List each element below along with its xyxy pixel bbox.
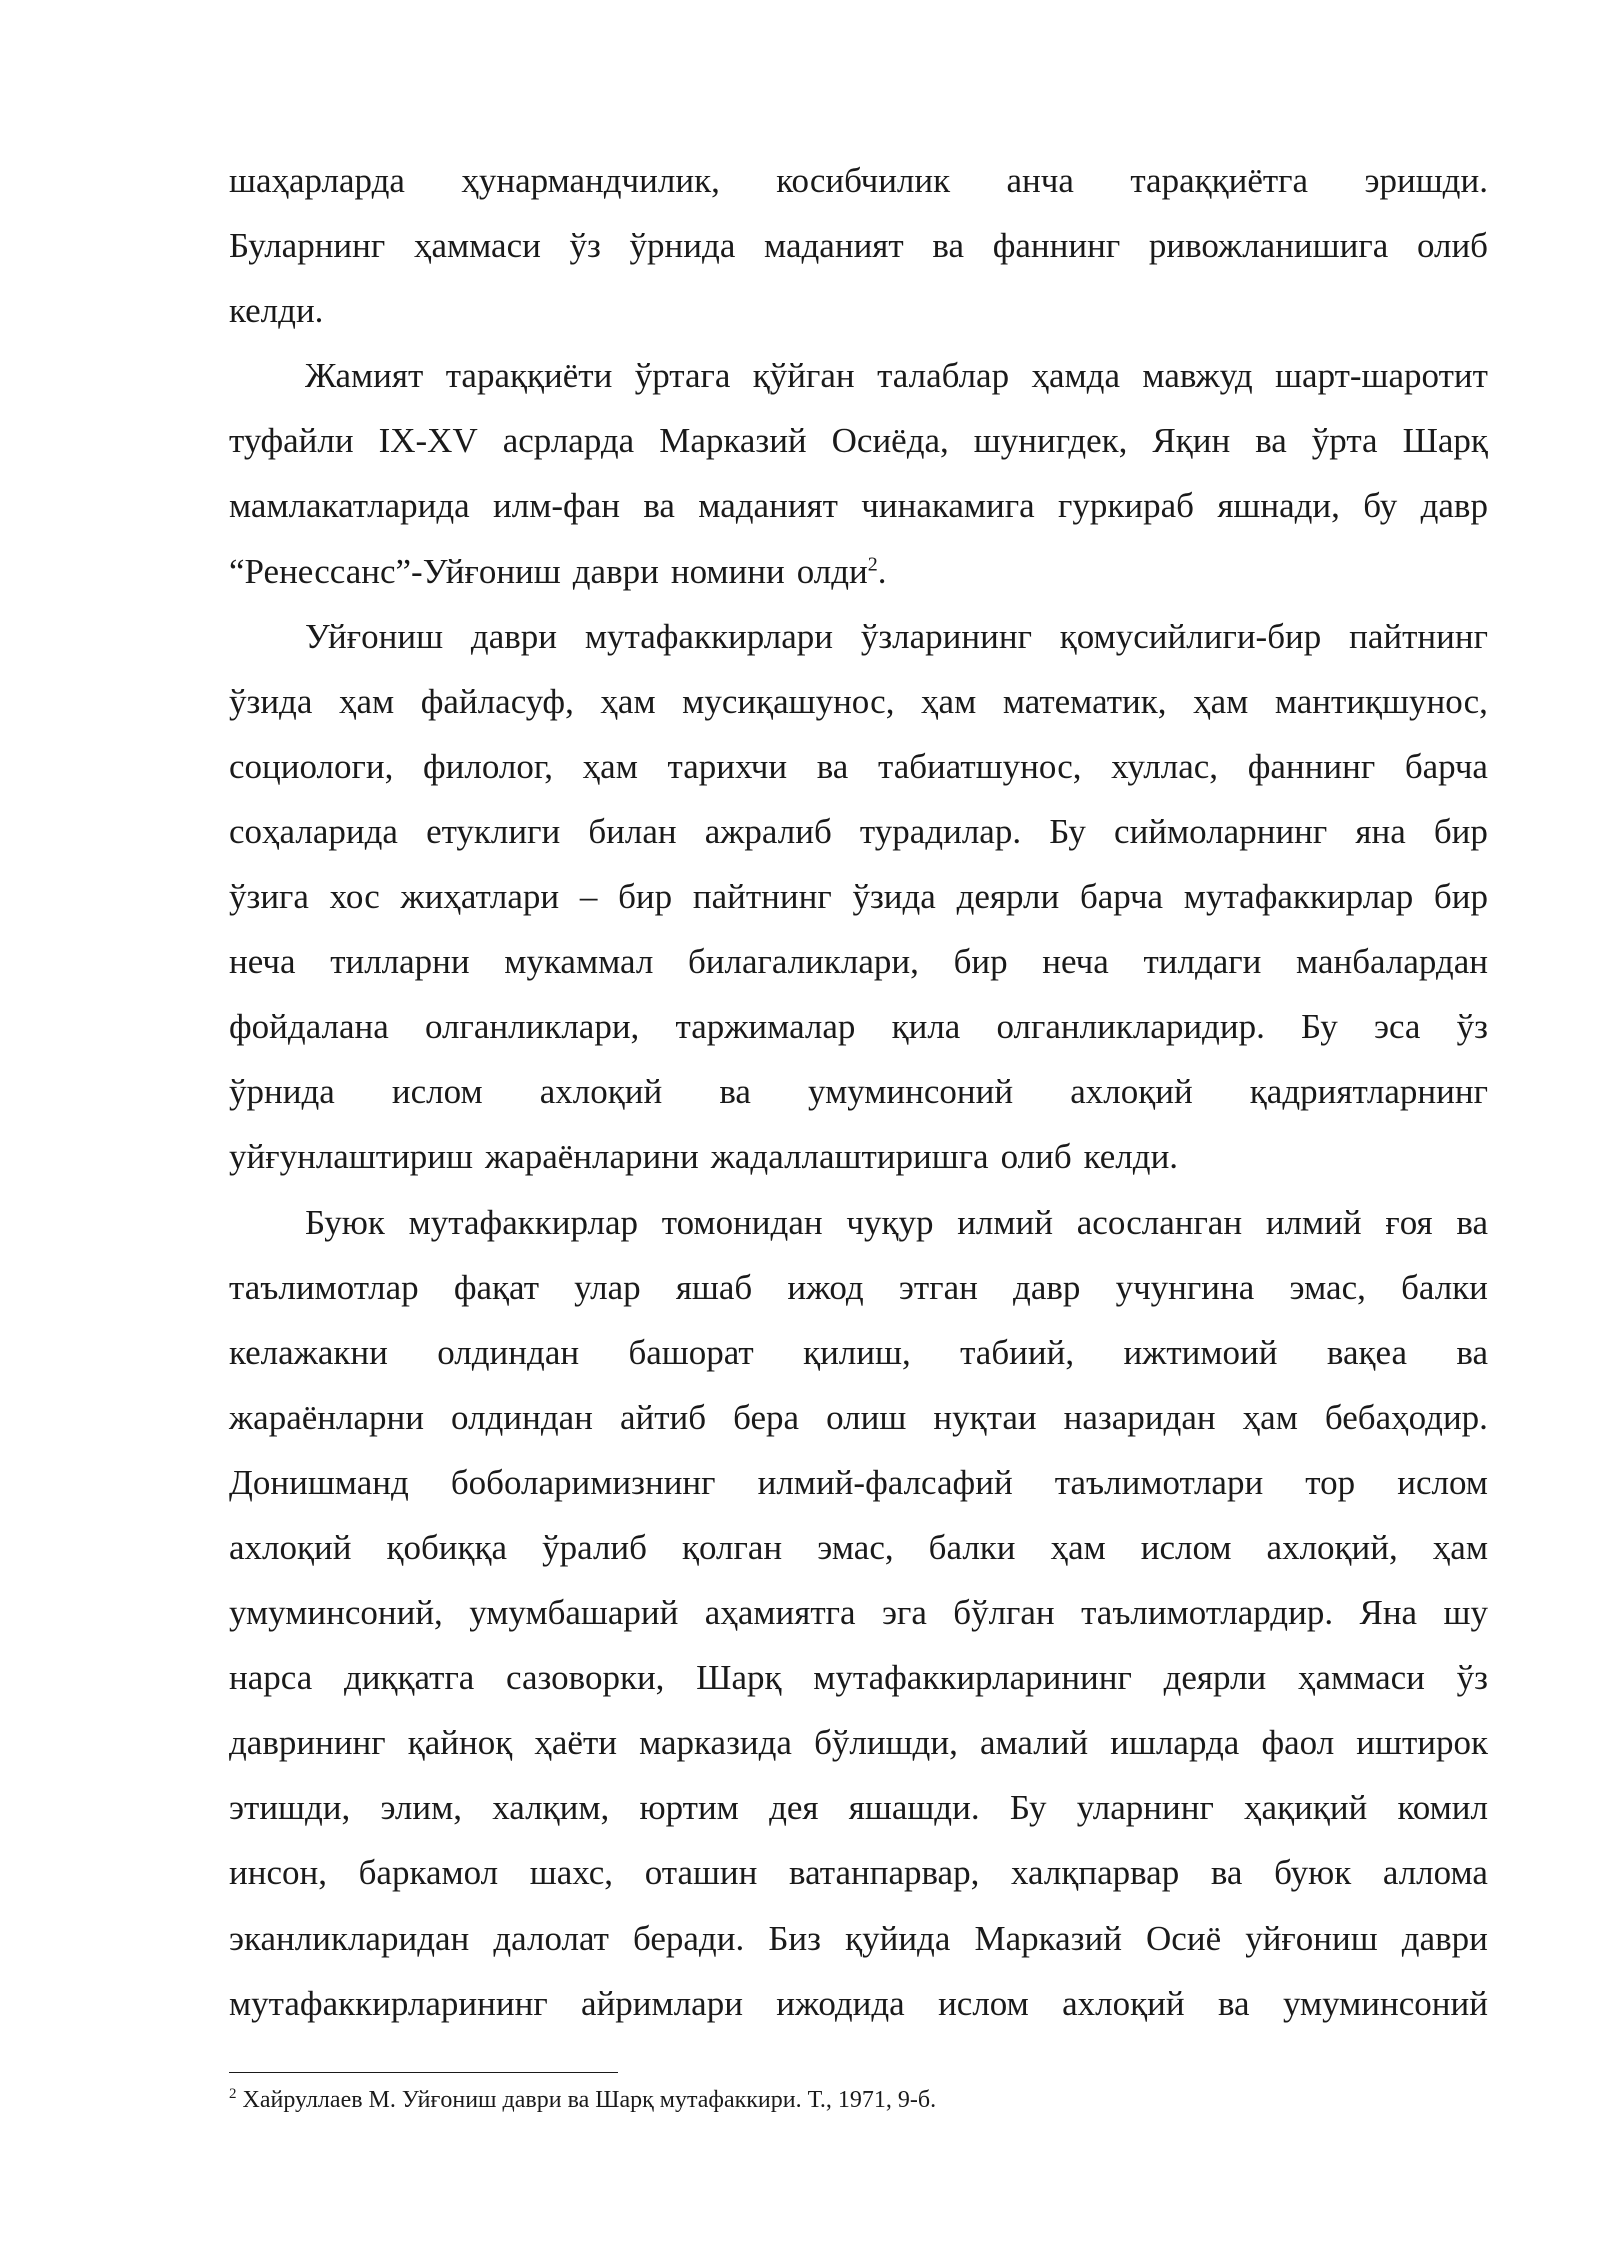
word: номини bbox=[670, 551, 785, 591]
text-line bbox=[229, 1710, 1488, 1775]
word: хос bbox=[329, 877, 380, 917]
text-line bbox=[229, 799, 1488, 864]
body-text bbox=[229, 148, 1488, 2036]
word: ижод bbox=[787, 1267, 864, 1307]
word: ҳунармандчилик, bbox=[461, 161, 720, 200]
word: фаол bbox=[1261, 1723, 1335, 1763]
word: ахлоқий bbox=[539, 1072, 663, 1112]
word: комил bbox=[1397, 1788, 1488, 1828]
word: манбалардан bbox=[1296, 942, 1488, 982]
word: юртим bbox=[639, 1788, 739, 1828]
word: ва bbox=[932, 226, 964, 266]
word: барча bbox=[1079, 877, 1164, 917]
word: ғоя bbox=[1385, 1202, 1433, 1242]
word: амалий bbox=[979, 1723, 1089, 1763]
word: балки bbox=[928, 1527, 1016, 1567]
word: ҳамда bbox=[1031, 356, 1121, 396]
paragraph bbox=[229, 343, 1488, 603]
word: ислом bbox=[1397, 1462, 1488, 1502]
word: Осиё bbox=[1146, 1918, 1222, 1958]
paragraph bbox=[229, 1190, 1488, 2036]
word: бўлишди, bbox=[814, 1723, 958, 1763]
word: деярли bbox=[956, 877, 1060, 917]
word: олиб bbox=[1000, 1137, 1072, 1177]
text-line bbox=[229, 864, 1488, 929]
word: ҳам bbox=[1050, 1527, 1106, 1567]
footnote-separator bbox=[229, 2072, 618, 2073]
word: мамлакатларида bbox=[229, 486, 470, 526]
word: ва bbox=[643, 486, 675, 526]
word: “Ренессанс”-Уйғониш bbox=[229, 551, 561, 591]
word: уйғониш bbox=[1245, 1918, 1378, 1958]
word: неча bbox=[1042, 942, 1109, 982]
word: боболаримизнинг bbox=[450, 1462, 716, 1502]
word: қуйида bbox=[845, 1918, 951, 1958]
word: асрларда bbox=[502, 421, 635, 461]
word: олдиндан bbox=[451, 1397, 593, 1437]
word: турадилар. bbox=[859, 811, 1022, 851]
word: ўз bbox=[1456, 1007, 1488, 1047]
word: ўзларининг bbox=[860, 616, 1032, 656]
word: гуркираб bbox=[1058, 486, 1194, 526]
word: шахс, bbox=[529, 1853, 614, 1893]
word: умуминсоний, bbox=[229, 1593, 443, 1633]
word: марказида bbox=[639, 1723, 792, 1763]
word: ҳам bbox=[921, 681, 977, 721]
word: Шарқ bbox=[696, 1658, 782, 1698]
word: IX-XV bbox=[378, 421, 478, 461]
word: умуминсоний bbox=[1282, 1983, 1488, 2023]
word: келажакни bbox=[229, 1332, 388, 1372]
word: ҳам bbox=[338, 681, 395, 721]
word: бир bbox=[953, 942, 1008, 982]
word: қила bbox=[891, 1007, 961, 1047]
word: ислом bbox=[391, 1072, 483, 1112]
word: фаннинг bbox=[1247, 746, 1376, 786]
word: эмас, bbox=[817, 1527, 894, 1567]
paragraph bbox=[229, 148, 1488, 343]
word: мавжуд bbox=[1142, 356, 1253, 396]
word: ахлоқий bbox=[1062, 1983, 1185, 2023]
word: томонидан bbox=[661, 1202, 823, 1242]
word: эмас, bbox=[1289, 1267, 1366, 1307]
word: шунигдек, bbox=[973, 421, 1128, 461]
word: ҳаммаси bbox=[1297, 1658, 1425, 1698]
word: келди. bbox=[229, 291, 324, 331]
word: вақеа bbox=[1326, 1332, 1408, 1372]
word: ўзига bbox=[229, 877, 309, 917]
word: – bbox=[579, 877, 598, 917]
word: халқпарвар bbox=[1010, 1853, 1180, 1893]
word: маданият bbox=[764, 226, 904, 266]
word: қадриятларнинг bbox=[1249, 1072, 1488, 1112]
word: мусиқашунос, bbox=[682, 681, 895, 721]
word: барча bbox=[1404, 746, 1488, 786]
word: шу bbox=[1443, 1593, 1488, 1633]
word: етуклиги bbox=[426, 811, 561, 851]
word: мутафаккирлар bbox=[1183, 877, 1414, 917]
word: пайтнинг bbox=[692, 877, 832, 917]
word: ҳақиқий bbox=[1244, 1788, 1368, 1828]
word: Бу bbox=[1049, 811, 1086, 851]
word: филолог, bbox=[422, 746, 554, 786]
word: этишди, bbox=[229, 1788, 351, 1828]
word: мутафаккирлари bbox=[584, 616, 833, 656]
text-line bbox=[229, 1124, 1488, 1189]
word: қобиққа bbox=[386, 1527, 508, 1567]
word: айримлари bbox=[581, 1983, 743, 2023]
word: маданият bbox=[698, 486, 838, 526]
word: сиймоларнинг bbox=[1114, 811, 1328, 851]
word: яшаб bbox=[675, 1267, 753, 1307]
word: анча bbox=[1006, 161, 1074, 200]
word: назаридан bbox=[1063, 1397, 1216, 1437]
text-line bbox=[229, 604, 1488, 669]
word: Шарқ bbox=[1402, 421, 1488, 461]
word: тараққиёти bbox=[445, 356, 613, 396]
word: Донишманд bbox=[229, 1462, 409, 1502]
word: ва bbox=[1456, 1332, 1488, 1372]
word: аҳамиятга bbox=[704, 1593, 856, 1633]
text-line bbox=[229, 539, 1488, 604]
word: табиатшунос, bbox=[877, 746, 1082, 786]
word: Марказий bbox=[974, 1918, 1122, 1958]
word: диққатга bbox=[343, 1658, 475, 1698]
word: тилларни bbox=[330, 942, 470, 982]
word: яшнади, bbox=[1217, 486, 1340, 526]
word: илмий bbox=[957, 1202, 1054, 1242]
text-line bbox=[229, 929, 1488, 994]
text-line bbox=[229, 1971, 1488, 2036]
word: чинакамига bbox=[861, 486, 1035, 526]
word: қўйган bbox=[752, 356, 855, 396]
word: Яқин bbox=[1152, 421, 1231, 461]
word: пайтнинг bbox=[1349, 616, 1488, 656]
word: ўрта bbox=[1311, 421, 1378, 461]
word: ўзида bbox=[852, 877, 936, 917]
word: таржималар bbox=[675, 1007, 856, 1047]
word: ва bbox=[1456, 1202, 1488, 1242]
word: ўрнида bbox=[229, 1072, 335, 1112]
word: Бу bbox=[1009, 1788, 1047, 1828]
text-line bbox=[229, 213, 1488, 278]
word: олиб bbox=[1416, 226, 1488, 266]
word: жиҳатлари bbox=[400, 877, 560, 917]
word: айтиб bbox=[619, 1397, 707, 1437]
word: фаннинг bbox=[992, 226, 1121, 266]
word: ажралиб bbox=[704, 811, 832, 851]
word: этган bbox=[898, 1267, 978, 1307]
word: Яна bbox=[1359, 1593, 1418, 1633]
word: бера bbox=[733, 1397, 800, 1437]
word: ўзида bbox=[229, 681, 313, 721]
text-line bbox=[229, 1840, 1488, 1905]
word: бир bbox=[1433, 877, 1488, 917]
word: сазоворки, bbox=[506, 1658, 665, 1698]
word: бу bbox=[1363, 486, 1398, 526]
word: ҳам bbox=[1432, 1527, 1488, 1567]
word: социологи, bbox=[229, 746, 394, 786]
word: тор bbox=[1305, 1462, 1356, 1502]
text-line bbox=[229, 669, 1488, 734]
footnote-reference: 2 bbox=[867, 552, 878, 575]
word: мантиқшунос, bbox=[1274, 681, 1488, 721]
word: ва bbox=[1217, 1983, 1250, 2023]
text-line bbox=[229, 1255, 1488, 1320]
word: башорат bbox=[628, 1332, 754, 1372]
word: ҳам bbox=[582, 746, 638, 786]
word: нарса bbox=[229, 1658, 313, 1698]
word: эса bbox=[1373, 1007, 1421, 1047]
word: соҳаларида bbox=[229, 811, 398, 851]
word: ривожланишига bbox=[1148, 226, 1389, 266]
word: билагаликлари, bbox=[687, 942, 919, 982]
word: қомусийлиги-бир bbox=[1059, 616, 1322, 656]
word: даври bbox=[1401, 1918, 1488, 1958]
word: шарт-шаротит bbox=[1275, 356, 1488, 396]
word: олдиндан bbox=[437, 1332, 580, 1372]
word: давр bbox=[1013, 1267, 1081, 1307]
word: инсон, bbox=[229, 1853, 327, 1893]
word: давр bbox=[1420, 486, 1488, 526]
text-line bbox=[229, 408, 1488, 473]
word: илм-фан bbox=[493, 486, 620, 526]
word: мутафаккирлар bbox=[408, 1202, 639, 1242]
word: далолат bbox=[493, 1918, 609, 1958]
text-line bbox=[229, 994, 1488, 1059]
word: нуқтаи bbox=[933, 1397, 1037, 1437]
footnote-number: 2 bbox=[229, 2086, 237, 2102]
word: мутафаккирларининг bbox=[813, 1658, 1132, 1698]
word: фойдалана bbox=[229, 1007, 389, 1047]
word: даври bbox=[572, 551, 659, 591]
word: ҳам bbox=[1242, 1397, 1298, 1437]
word: келди. bbox=[1083, 1137, 1179, 1177]
word: бир bbox=[618, 877, 673, 917]
word: ва bbox=[719, 1072, 751, 1112]
word: ҳам bbox=[600, 681, 656, 721]
text-line bbox=[229, 148, 1488, 213]
word: бир bbox=[1433, 811, 1488, 851]
word: илмий bbox=[1265, 1202, 1362, 1242]
word: баркамол bbox=[358, 1853, 499, 1893]
word: жараёнларини bbox=[484, 1137, 699, 1177]
word: фақат bbox=[453, 1267, 539, 1307]
text-line bbox=[229, 734, 1488, 799]
word: эришди. bbox=[1364, 161, 1488, 200]
word: Жамият bbox=[305, 356, 424, 396]
word: беради. bbox=[633, 1918, 745, 1958]
word: ва bbox=[1210, 1853, 1243, 1893]
word: халқим, bbox=[492, 1788, 610, 1828]
word: жадаллаштиришга bbox=[710, 1137, 989, 1177]
text-line bbox=[229, 1450, 1488, 1515]
word: мутафаккирларининг bbox=[229, 1983, 548, 2023]
word: қайноқ bbox=[407, 1723, 513, 1763]
word: ўралиб bbox=[542, 1527, 647, 1567]
sentence-ending: . bbox=[877, 551, 887, 591]
word: математик, bbox=[1002, 681, 1167, 721]
word: ҳаёти bbox=[534, 1723, 617, 1763]
paragraph bbox=[229, 604, 1488, 1190]
word: ўз bbox=[1456, 1658, 1488, 1698]
word: деярли bbox=[1163, 1658, 1267, 1698]
text-line bbox=[229, 1580, 1488, 1645]
word: табиий, bbox=[960, 1332, 1075, 1372]
word: эга bbox=[881, 1593, 927, 1633]
word: жараёнларни bbox=[229, 1397, 424, 1437]
word: ҳам bbox=[1193, 681, 1249, 721]
word: Буларнинг bbox=[229, 226, 386, 266]
word: таълимотлар bbox=[229, 1267, 419, 1307]
word: ватанпарвар, bbox=[789, 1853, 980, 1893]
text-line bbox=[229, 1906, 1488, 1971]
footnote-text: Хайруллаев М. Уйғониш даври ва Шарқ мутафаккири. Т., 1971, 9-б. bbox=[236, 2087, 937, 2113]
word: ислом bbox=[1140, 1527, 1232, 1567]
word: иштирок bbox=[1356, 1723, 1488, 1763]
word: уйғунлаштириш bbox=[229, 1137, 473, 1177]
word: бебаҳодир. bbox=[1324, 1397, 1488, 1437]
word: учунгина bbox=[1115, 1267, 1255, 1307]
word: билан bbox=[588, 811, 677, 851]
word: талаблар bbox=[877, 356, 1010, 396]
word: Марказий bbox=[659, 421, 807, 461]
word: бўлган bbox=[953, 1593, 1055, 1633]
word: дея bbox=[769, 1788, 819, 1828]
word: олди$^2$. bbox=[796, 551, 887, 591]
word: ахлоқий bbox=[229, 1527, 352, 1567]
word: Бу bbox=[1301, 1007, 1338, 1047]
word: олиш bbox=[826, 1397, 907, 1437]
word: хуллас, bbox=[1111, 746, 1219, 786]
word: ўз bbox=[569, 226, 601, 266]
word: тилдаги bbox=[1143, 942, 1262, 982]
word: туфайли bbox=[229, 421, 354, 461]
word: ижтимоий bbox=[1123, 1332, 1278, 1372]
text-line bbox=[229, 473, 1488, 538]
word: қилиш, bbox=[803, 1332, 911, 1372]
word: тараққиётга bbox=[1130, 161, 1309, 200]
word: неча bbox=[229, 942, 296, 982]
word: оташин bbox=[644, 1853, 758, 1893]
word: яна bbox=[1355, 811, 1406, 851]
word: даври bbox=[470, 616, 557, 656]
text-line bbox=[229, 1385, 1488, 1450]
word: яшашди. bbox=[848, 1788, 980, 1828]
text-line bbox=[229, 1320, 1488, 1385]
word: Биз bbox=[768, 1918, 821, 1958]
word: мукаммал bbox=[504, 942, 654, 982]
word: ҳаммаси bbox=[413, 226, 541, 266]
text-line bbox=[229, 1775, 1488, 1840]
word: умуминсоний bbox=[808, 1072, 1014, 1112]
word: ўрнида bbox=[629, 226, 736, 266]
footnote bbox=[229, 2084, 936, 2116]
word: даврининг bbox=[229, 1723, 386, 1763]
word: ва bbox=[1255, 421, 1287, 461]
word: Осиёда, bbox=[831, 421, 949, 461]
word: Буюк bbox=[305, 1202, 385, 1242]
word: балки bbox=[1401, 1267, 1488, 1307]
text-line bbox=[229, 1515, 1488, 1580]
word: Уйғониш bbox=[305, 616, 444, 656]
text-line bbox=[229, 1645, 1488, 1710]
text-line bbox=[229, 343, 1488, 408]
text-line bbox=[229, 278, 1488, 343]
word: уларнинг bbox=[1076, 1788, 1214, 1828]
word: таълимотлардир. bbox=[1081, 1593, 1334, 1633]
word: ва bbox=[816, 746, 849, 786]
word: илмий-фалсафий bbox=[757, 1462, 1013, 1502]
word: буюк bbox=[1274, 1853, 1352, 1893]
text-line bbox=[229, 1190, 1488, 1255]
word: асосланган bbox=[1076, 1202, 1243, 1242]
word: тарихчи bbox=[667, 746, 788, 786]
word: ишларда bbox=[1110, 1723, 1240, 1763]
word: улар bbox=[574, 1267, 641, 1307]
word: ахлоқий, bbox=[1266, 1527, 1398, 1567]
word: олганликларидир. bbox=[996, 1007, 1265, 1047]
word: аллома bbox=[1382, 1853, 1488, 1893]
word: шаҳарларда bbox=[229, 161, 405, 200]
word: ахлоқий bbox=[1070, 1072, 1193, 1112]
word: ислом bbox=[938, 1983, 1029, 2023]
word: умумбашарий bbox=[469, 1593, 679, 1633]
word: файласуф, bbox=[420, 681, 574, 721]
word: олганликлари, bbox=[425, 1007, 640, 1047]
word: ўртага bbox=[634, 356, 731, 396]
word: эканликларидан bbox=[229, 1918, 470, 1958]
text-line bbox=[229, 1059, 1488, 1124]
word: косибчилик bbox=[776, 161, 951, 200]
word: таълимотлари bbox=[1054, 1462, 1264, 1502]
word: чуқур bbox=[846, 1202, 934, 1242]
word: қолган bbox=[682, 1527, 783, 1567]
word: элим, bbox=[380, 1788, 463, 1828]
word: ижодида bbox=[776, 1983, 905, 2023]
